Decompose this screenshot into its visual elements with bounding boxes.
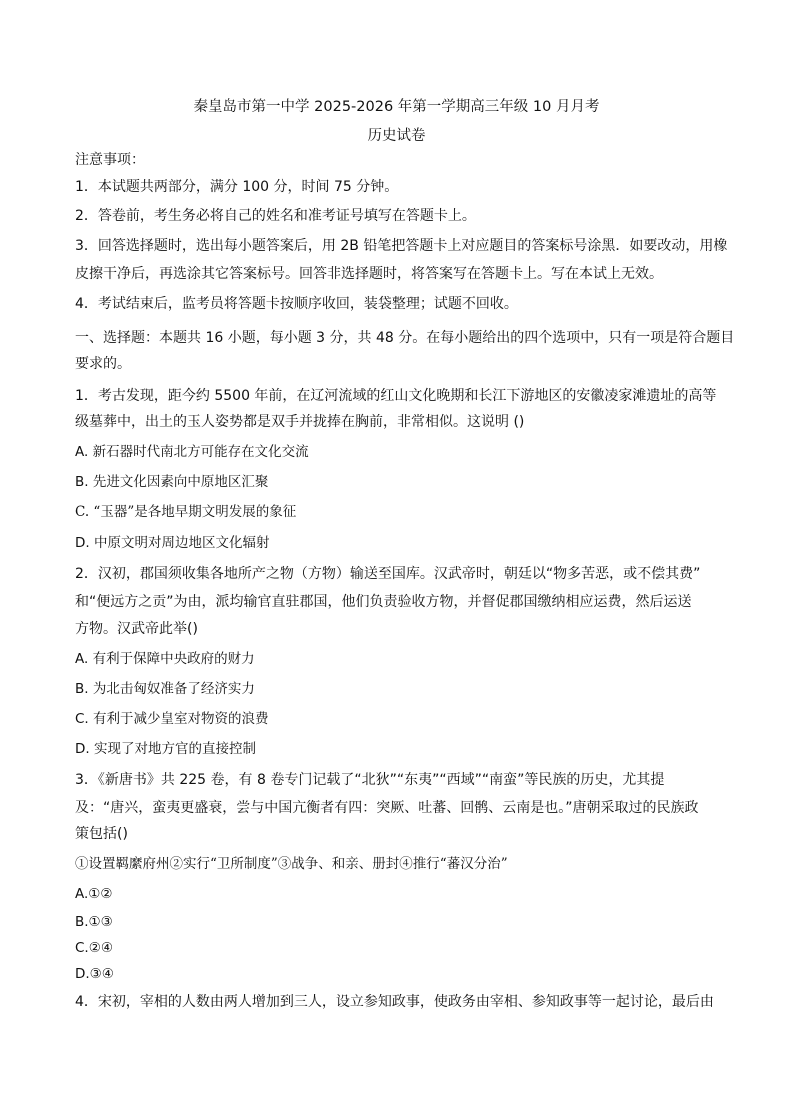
question-1-option-d: D. 中原文明对周边地区文化辐射 xyxy=(75,535,270,551)
question-2-option-b: B. 为北击匈奴准备了经济实力 xyxy=(75,681,255,697)
question-3-option-c: C.②④ xyxy=(75,940,113,956)
question-1-option-b: B. 先进文化因素向中原地区汇聚 xyxy=(75,474,269,490)
question-1-stem: 级墓葬中，出土的玉人姿势都是双手并拢捧在胸前，非常相似。这说明 () xyxy=(75,414,525,430)
question-1-option-a: A. 新石器时代南北方可能存在文化交流 xyxy=(75,444,309,460)
section-heading: 一、选择题：本题共 16 小题，每小题 3 分，共 48 分。在每小题给出的四个选项中，只有一项是符合题目 xyxy=(75,330,735,346)
notice-item: 4．考试结束后，监考员将答题卡按顺序收回，装袋整理；试题不回收。 xyxy=(75,296,518,312)
notice-heading: 注意事项： xyxy=(75,152,145,168)
notice-item: 1．本试题共两部分，满分 100 分，时间 75 分钟。 xyxy=(75,179,399,195)
question-4-stem: 4．宋初，宰相的人数由两人增加到三人，设立参知政事，使政务由宰相、参知政事等一起讨论，最后由 xyxy=(75,994,714,1010)
exam-subject: 历史试卷 xyxy=(367,128,426,144)
question-2-option-a: A. 有利于保障中央政府的财力 xyxy=(75,651,255,667)
question-3-option-a: A.①② xyxy=(75,886,113,902)
question-3-option-b: B.①③ xyxy=(75,914,113,930)
question-2-stem: 方物。汉武帝此举() xyxy=(75,621,198,637)
question-3-stem: 3．《新唐书》共 225 卷，有 8 卷专门记载了“北狄”“东夷”“西域”“南蛮”等民族的历史，尤其提 xyxy=(75,772,665,788)
notice-item: 3．回答选择题时，选出每小题答案后，用 2B 铅笔把答题卡上对应题目的答案标号涂黑．如要改动，用橡 xyxy=(75,238,728,254)
question-3-statements: ①设置羁縻府州②实行“卫所制度”③战争、和亲、册封④推行“蕃汉分治” xyxy=(75,856,508,872)
question-2-stem: 2．汉初，郡国须收集各地所产之物（方物）输送至国库。汉武帝时，朝廷以“物多苦恶，或不偿其费” xyxy=(75,566,701,582)
notice-item: 2．答卷前，考生务必将自己的姓名和准考证号填写在答题卡上。 xyxy=(75,208,476,224)
question-3-stem: 策包括() xyxy=(75,826,128,842)
question-2-stem: 和“便远方之贡”为由，派均输官直驻郡国，他们负责验收方物，并督促郡国缴纳相应运费，然后运送 xyxy=(75,594,692,610)
notice-item-continued: 皮擦干净后，再选涂其它答案标号。回答非选择题时，将答案写在答题卡上。写在本试上无效。 xyxy=(75,266,663,282)
question-1-stem: 1．考古发现，距今约 5500 年前，在辽河流域的红山文化晚期和长江下游地区的安徽凌家滩遗址的高等 xyxy=(75,388,717,404)
question-3-option-d: D.③④ xyxy=(75,966,114,982)
question-2-option-d: D. 实现了对地方官的直接控制 xyxy=(75,741,256,757)
exam-title: 秦皇岛市第一中学 2025-2026 年第一学期高三年级 10 月月考 xyxy=(193,99,600,115)
question-1-option-c: C. “玉器”是各地早期文明发展的象征 xyxy=(75,504,297,520)
question-2-option-c: C. 有利于减少皇室对物资的浪费 xyxy=(75,711,269,727)
question-3-stem: 及：“唐兴，蛮夷更盛衰，尝与中国亢衡者有四：突厥、吐蕃、回鹘、云南是也。”唐朝采取过的民族政 xyxy=(75,800,699,816)
section-heading-continued: 要求的。 xyxy=(75,356,131,372)
